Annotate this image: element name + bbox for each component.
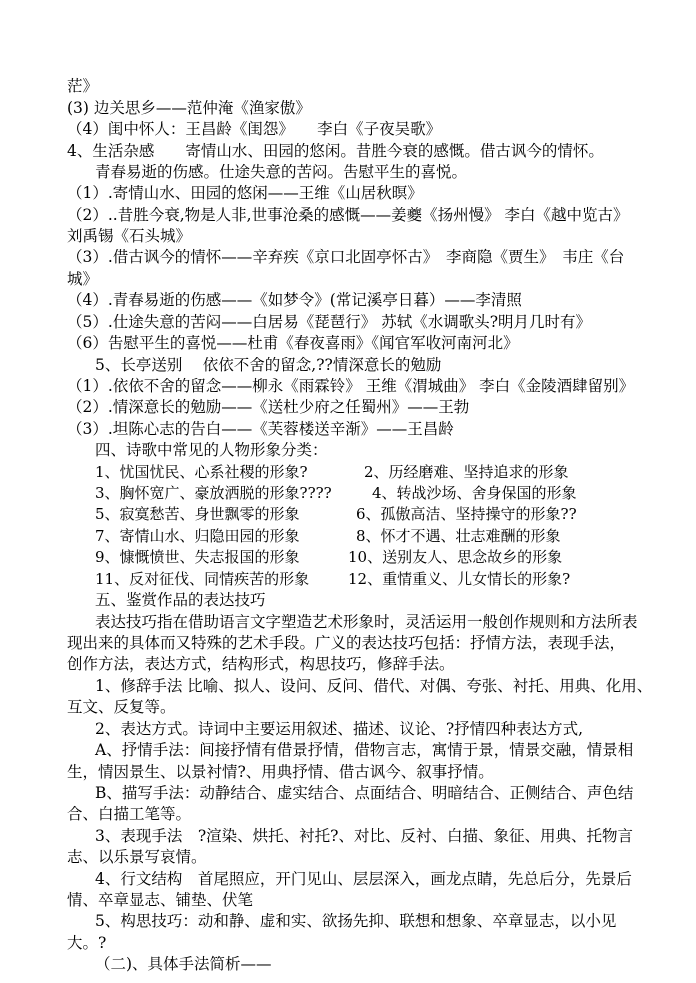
text-line: A、抒情手法：间接抒情有借景抒情，借物言志，寓情于景，情景交融，情景相 bbox=[95, 741, 634, 759]
text-line: 创作方法，表达方式，结构形式，构思技巧，修辞手法。 bbox=[67, 655, 455, 673]
text-line: （6）吿慰平生的喜悦——杜甫《春夜喜雨》《闻官军收河南河北》 bbox=[67, 334, 519, 352]
role-item: 2、历经磨难、坚持追求的形象 bbox=[364, 463, 569, 481]
role-item: 6、孤傲高洁、坚持操守的形象?? bbox=[356, 505, 577, 523]
role-item: 3、胸怀宽广、豪放洒脱的形象???? bbox=[95, 484, 332, 502]
text-line: 4、生活杂感 寄情山水、田园的悠闲。昔胜今衰的感慨。借古讽今的情怀。 bbox=[67, 142, 604, 160]
role-item: 4、转战沙场、舍身保国的形象 bbox=[372, 484, 577, 502]
text-line: 现出来的具体而又特殊的艺术手段。广义的表达技巧包括：抒情方法，表现手法， bbox=[67, 634, 626, 652]
role-item: 5、寂寞愁苦、身世飘零的形象 bbox=[95, 505, 300, 523]
section-heading: 五、鉴赏作品的表达技巧 bbox=[95, 591, 266, 609]
text-line: 青春易逝的伤感。仕途失意的苦闷。吿慰平生的喜悦。 bbox=[95, 163, 468, 181]
text-line: (3) 边关思乡——范仲淹《渔家傲》 bbox=[67, 99, 311, 117]
text-line: 互文、反复等。 bbox=[67, 698, 176, 716]
text-line: 大。? bbox=[67, 934, 107, 952]
text-line: 志、以乐景写哀情。 bbox=[67, 848, 207, 866]
role-item: 8、怀才不遇、壮志难酬的形象 bbox=[356, 527, 561, 545]
text-line: 3、表现手法 ?渲染、烘托、衬托?、对比、反衬、白描、象征、用典、托物言 bbox=[95, 827, 633, 845]
text-line: B、描写手法：动静结合、虚实结合、点面结合、明暗结合、正侧结合、声色结 bbox=[95, 784, 634, 802]
text-line: 刘禹锡《石头城》 bbox=[67, 227, 192, 245]
text-line: 生，情因景生、以景衬情?、用典抒情、借古讽今、叙事抒情。 bbox=[67, 763, 494, 781]
section-heading: 四、诗歌中常见的人物形象分类： bbox=[95, 441, 328, 459]
text-line: 合、白描工笔等。 bbox=[67, 805, 192, 823]
text-line: 茫》 bbox=[67, 77, 99, 95]
text-line: （4）.青春易逝的伤感——《如梦令》(常记溪亭日暮）——李清照 bbox=[67, 291, 522, 309]
text-line: （1）.依依不舍的留念——柳永《雨霖铃》 王维《渭城曲》 李白《金陵酒肆留别》 bbox=[67, 377, 635, 395]
role-item: 11、反对征伐、同情疾苦的形象 bbox=[95, 570, 310, 588]
role-item: 9、慷慨愤世、失志报国的形象 bbox=[95, 548, 300, 566]
text-line: 表达技巧指在借助语言文字塑造艺术形象时，灵活运用一般创作规则和方法所表 bbox=[95, 613, 638, 631]
text-line: 1、修辞手法 比喻、拟人、设问、反问、借代、对偶、夸张、衬托、用典、化用、 bbox=[95, 677, 653, 695]
text-line: （1）.寄情山水、田园的悠闲——王维《山居秋暝》 bbox=[67, 184, 423, 202]
role-item: 12、重情重义、儿女情长的形象? bbox=[348, 570, 571, 588]
role-item: 7、寄情山水、归隐田园的形象 bbox=[95, 527, 300, 545]
text-line: 情、卒章显志、铺垫、伏笔 bbox=[67, 891, 254, 909]
text-line: （2）.情深意长的勉励——《送杜少府之任蜀州》——王勃 bbox=[67, 398, 470, 416]
text-line: （4）闺中怀人：王昌龄《闺怨》 李白《子夜吴歌》 bbox=[67, 120, 442, 138]
text-line: 4、行文结构 首尾照应，开门见山、层层深入，画龙点睛，先总后分，先景后 bbox=[95, 870, 632, 888]
text-line: 2、表达方式。诗词中主要运用叙述、描述、议论、?抒情四种表达方式, bbox=[95, 720, 584, 738]
text-line: 城》 bbox=[67, 270, 99, 288]
text-line: 5、长亭送别 依依不舍的留念,??情深意长的勉励 bbox=[95, 356, 442, 374]
text-line: （3）.借古讽今的情怀——辛弃疾《京口北固亭怀古》 李商隐《贾生》 韦庄《台 bbox=[67, 248, 625, 266]
role-item: 1、忧国忧民、心系社稷的形象? bbox=[95, 463, 308, 481]
role-item: 10、送别友人、思念故乡的形象 bbox=[348, 548, 563, 566]
text-line: 5、构思技巧：动和静、虚和实、欲扬先抑、联想和想象、卒章显志，以小见 bbox=[95, 912, 617, 930]
text-line: （3）.坦陈心志的告白——《芙蓉楼送辛渐》——王昌龄 bbox=[67, 420, 454, 438]
text-line: （5）.仕途失意的苦闷——白居易《琵琶行》 苏轼《水调歌头?明月几时有》 bbox=[67, 313, 592, 331]
section-heading: （二)、具体手法简析—— bbox=[95, 955, 272, 973]
text-line: （2）..昔胜今衰,物是人非,世事沧桑的感慨——姜夔《扬州慢》 李白《越中览古》 bbox=[67, 206, 629, 224]
